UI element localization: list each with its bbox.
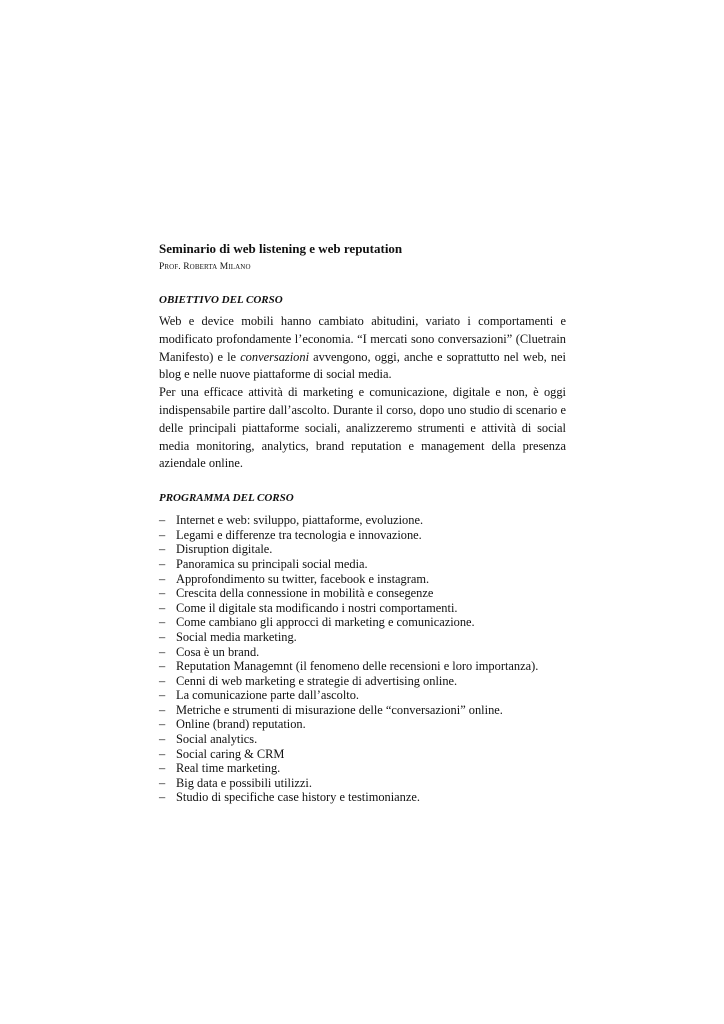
program-list-item — [159, 586, 566, 601]
list-item-text: Come il digitale sta modificando i nostri comportamenti. — [176, 600, 458, 615]
document-title: Seminario di web listening e web reputation — [159, 241, 403, 256]
section-heading-program: PROGRAMMA DEL CORSO — [159, 492, 294, 505]
list-item-text: Social caring & CRM — [176, 746, 285, 761]
list-bullet: – — [159, 775, 166, 790]
list-item-text: Studio di specifiche case history e testimonianze. — [176, 790, 420, 805]
list-item-text: Disruption digitale. — [176, 542, 273, 557]
program-list-item — [159, 615, 566, 630]
emphasized-text: conversazioni — [240, 349, 310, 364]
list-bullet: – — [159, 702, 166, 717]
objective-paragraph-1 — [159, 313, 566, 384]
list-bullet: – — [159, 732, 166, 747]
list-item-text: Big data e possibili utilizzi. — [176, 775, 312, 790]
program-list-item — [159, 717, 566, 732]
list-item-text: Social analytics. — [176, 732, 258, 747]
list-bullet: – — [159, 688, 166, 703]
program-list-item — [159, 761, 566, 776]
program-list-item — [159, 790, 566, 805]
list-item-text: Cosa è un brand. — [176, 644, 260, 659]
program-list-item — [159, 645, 566, 660]
list-bullet: – — [159, 629, 166, 644]
program-list-item — [159, 674, 566, 689]
list-item-text: Legami e differenze tra tecnologia e innovazione. — [176, 527, 422, 542]
list-item-text: Social media marketing. — [176, 629, 297, 644]
program-list-item — [159, 572, 566, 587]
list-bullet: – — [159, 761, 166, 776]
list-item-text: Metriche e strumenti di misurazione delle “conversazioni” online. — [176, 702, 503, 717]
program-list-item — [159, 688, 566, 703]
list-item-text: Cenni di web marketing e strategie di advertising online. — [176, 673, 458, 688]
program-list-item — [159, 528, 566, 543]
objective-paragraph-2: Per una efficace attività di marketing e comunicazione, digitale e non, è oggi indispensabile partire dall’ascolto. Durante il corso, dopo uno studio di scenario e delle principali piattaforme sociali, analizzeremo strumenti e attività di social media monitoring, analytics, brand reputation e management della presenza aziendale online. — [159, 385, 566, 471]
list-bullet: – — [159, 673, 166, 688]
list-bullet: – — [159, 600, 166, 615]
list-bullet: – — [159, 615, 166, 630]
document-author: Prof. Roberta Milano — [159, 262, 251, 272]
list-bullet: – — [159, 746, 166, 761]
program-list-item — [159, 776, 566, 791]
list-item-text: Approfondimento su twitter, facebook e instagram. — [176, 571, 430, 586]
list-item-text: Real time marketing. — [176, 761, 281, 776]
list-bullet: – — [159, 659, 166, 674]
list-bullet: – — [159, 542, 166, 557]
list-bullet: – — [159, 556, 166, 571]
list-item-text: Panoramica su principali social media. — [176, 556, 368, 571]
program-list-item — [159, 659, 566, 674]
program-list-item — [159, 513, 566, 528]
list-item-text: Reputation Managemnt (il fenomeno delle recensioni e loro importanza). — [176, 659, 539, 674]
paragraph-text: Web e device mobili hanno cambiato abitudini, variato i comportamenti e modificato profondamente l’economia. “I mercati sono conversazioni” (Cluetrain Manifesto) e le — [159, 314, 566, 364]
list-item-text: Crescita della connessione in mobilità e consegenze — [176, 586, 434, 601]
program-list — [159, 513, 566, 805]
paragraph-text: avvengono, oggi, anche e soprattutto nel web, nei blog e nelle nuove piattaforme di social media. — [159, 349, 566, 382]
program-list-item — [159, 732, 566, 747]
list-bullet: – — [159, 513, 166, 528]
program-list-item — [159, 703, 566, 718]
program-list-item — [159, 747, 566, 762]
list-bullet: – — [159, 527, 166, 542]
program-list-item — [159, 557, 566, 572]
list-item-text: La comunicazione parte dall’ascolto. — [176, 688, 360, 703]
program-list-item — [159, 601, 566, 616]
list-bullet: – — [159, 790, 166, 805]
list-item-text: Come cambiano gli approcci di marketing e comunicazione. — [176, 615, 475, 630]
section-heading-objective: OBIETTIVO DEL CORSO — [159, 294, 283, 306]
list-bullet: – — [159, 571, 166, 586]
program-list-item — [159, 542, 566, 557]
document-content — [159, 241, 566, 805]
list-bullet: – — [159, 717, 166, 732]
program-list-item — [159, 630, 566, 645]
list-item-text: Online (brand) reputation. — [176, 717, 306, 732]
list-bullet: – — [159, 586, 166, 601]
list-bullet: – — [159, 644, 166, 659]
list-item-text: Internet e web: sviluppo, piattaforme, evoluzione. — [176, 513, 424, 528]
